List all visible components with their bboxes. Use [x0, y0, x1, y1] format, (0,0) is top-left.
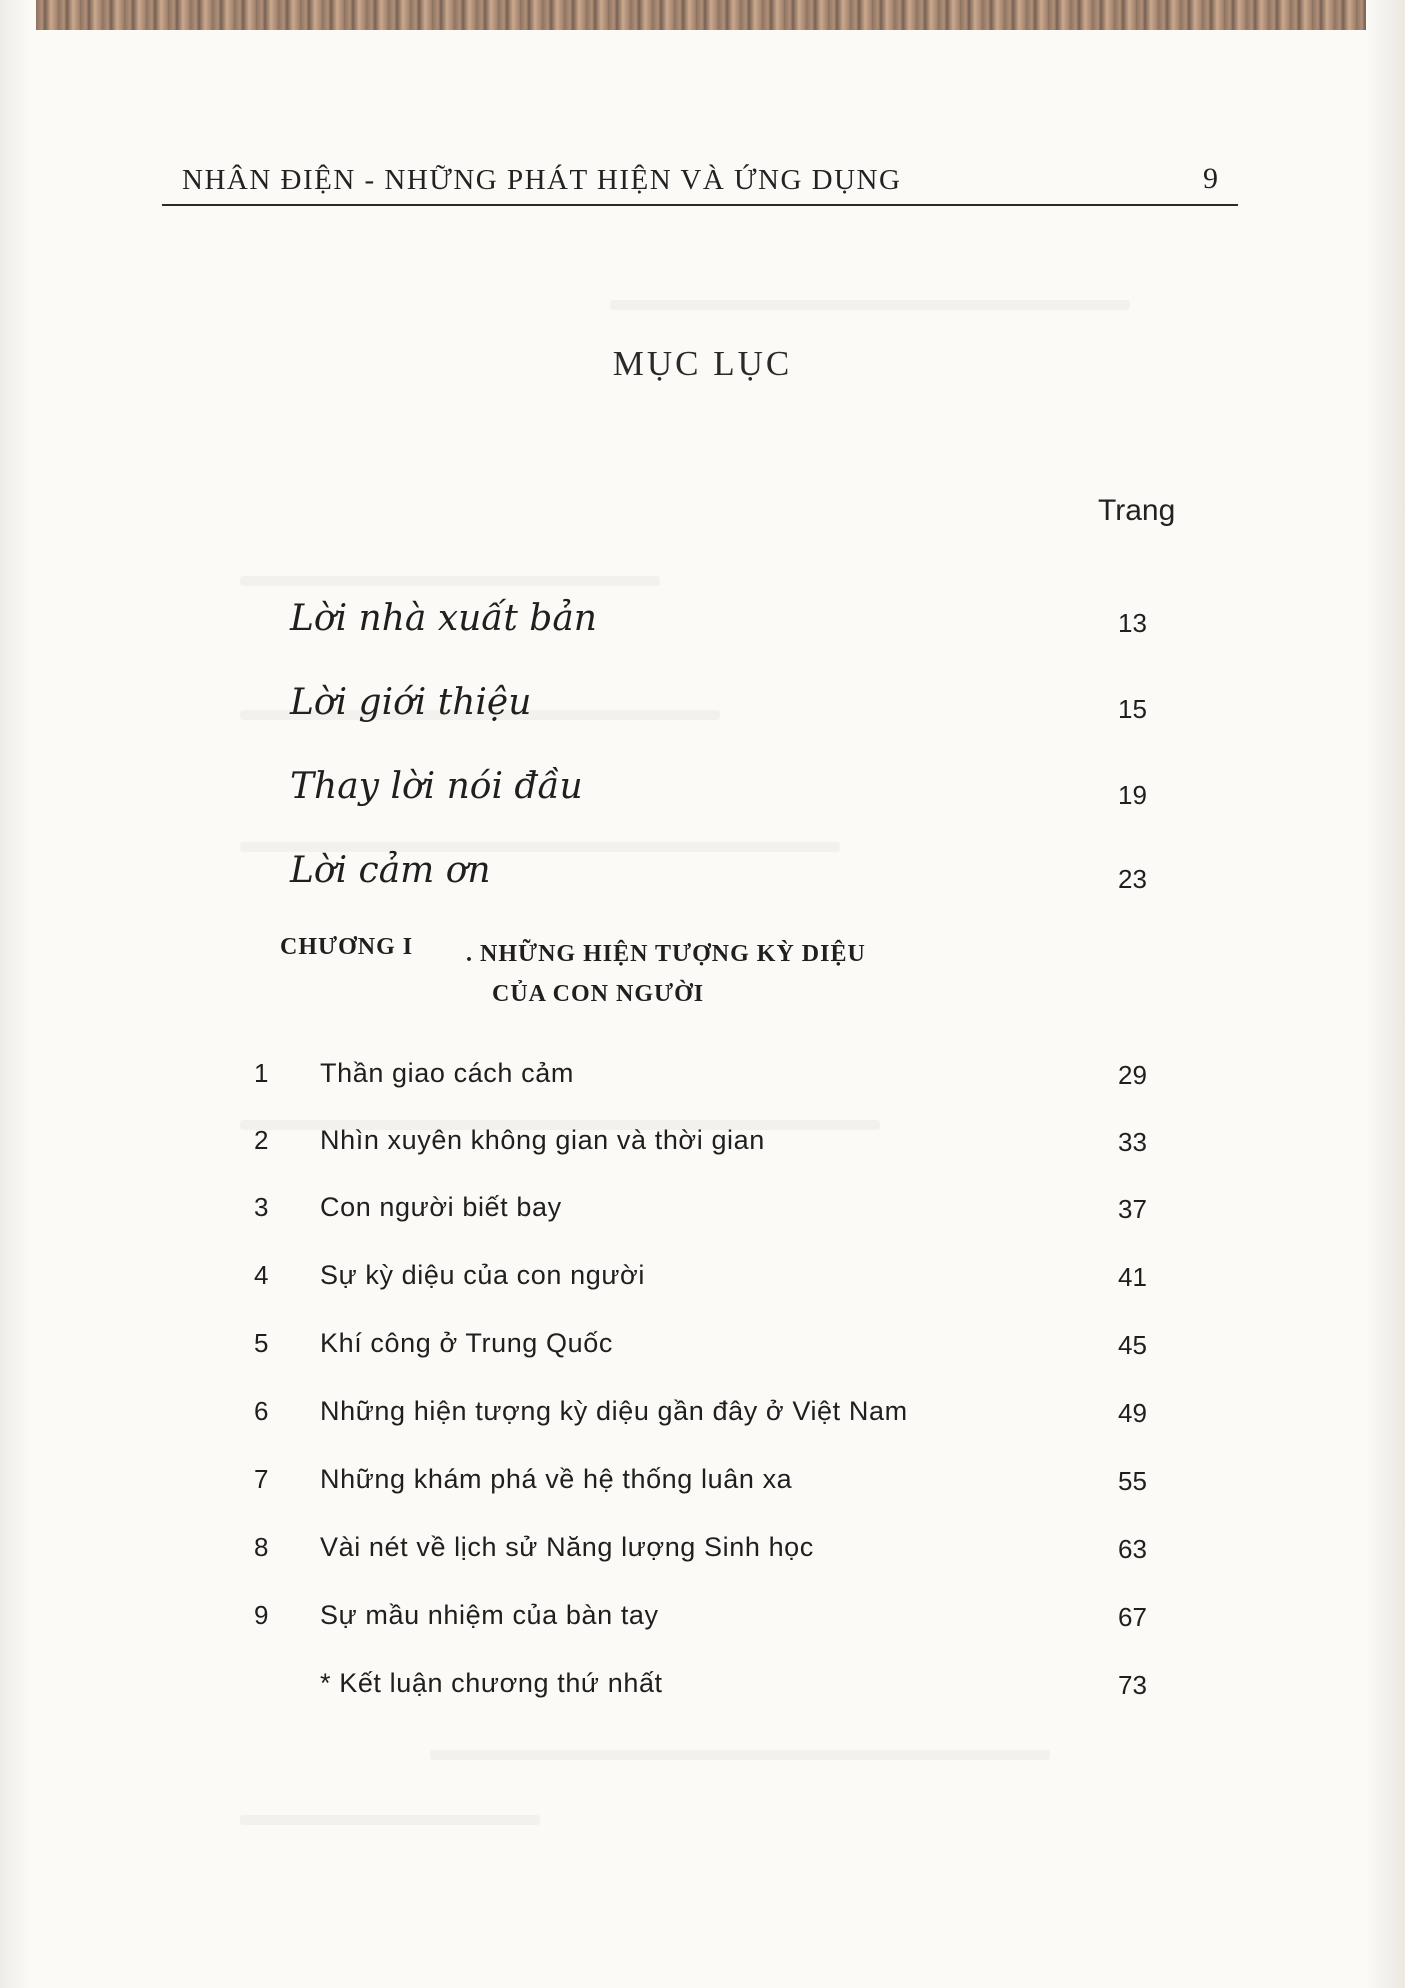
- toc-entry-title: Thần giao cách cảm: [320, 1058, 574, 1088]
- toc-page-number: 33: [1118, 1127, 1147, 1157]
- page-number: 9: [1203, 162, 1218, 195]
- toc-entry-title: Sự kỳ diệu của con người: [320, 1260, 645, 1290]
- toc-front-item[interactable]: [0, 682, 1405, 732]
- toc-entry[interactable]: [0, 1396, 1405, 1436]
- toc-page-number: 55: [1118, 1466, 1147, 1496]
- toc-front-item[interactable]: [0, 598, 1405, 648]
- toc-entry-number: 2: [254, 1125, 269, 1155]
- toc-page-number: 15: [1118, 694, 1147, 724]
- toc-entry-number: 8: [254, 1532, 269, 1562]
- toc-entry-title: Khí công ở Trung Quốc: [320, 1328, 613, 1358]
- toc-entry[interactable]: [0, 1260, 1405, 1300]
- show-through: [240, 576, 660, 586]
- toc-page-number: 23: [1118, 864, 1147, 894]
- toc-entry[interactable]: [0, 1464, 1405, 1504]
- chapter-heading[interactable]: [0, 928, 1405, 1008]
- toc-page-number: 73: [1118, 1670, 1147, 1700]
- show-through: [430, 1750, 1050, 1760]
- running-header: [162, 160, 1238, 206]
- toc-entry-number: 7: [254, 1464, 269, 1494]
- toc-front-item[interactable]: [0, 850, 1405, 900]
- toc-entry-title: Vài nét về lịch sử Năng lượng Sinh học: [320, 1532, 814, 1562]
- toc-front-title: Thay lời nói đầu: [290, 766, 583, 807]
- toc-entry-conclusion[interactable]: [0, 1668, 1405, 1708]
- scan-top-edge: [36, 0, 1366, 30]
- toc-page-number: 67: [1118, 1602, 1147, 1632]
- toc-page-number: 29: [1118, 1060, 1147, 1090]
- toc-entry[interactable]: [0, 1532, 1405, 1572]
- toc-entry[interactable]: [0, 1600, 1405, 1640]
- show-through: [610, 300, 1130, 310]
- chapter-label: CHƯƠNG I: [280, 934, 414, 960]
- toc-entry[interactable]: [0, 1125, 1405, 1165]
- toc-entry-title: Những hiện tượng kỳ diệu gần đây ở Việt Nam: [320, 1396, 908, 1426]
- toc-entry-number: 9: [254, 1600, 269, 1630]
- toc-entry-number: 4: [254, 1260, 269, 1290]
- toc-page-number: 63: [1118, 1534, 1147, 1564]
- toc-front-title: Lời cảm ơn: [290, 850, 491, 891]
- toc-front-item[interactable]: [0, 766, 1405, 816]
- toc-entry-title: Những khám phá về hệ thống luân xa: [320, 1464, 793, 1494]
- toc-entry[interactable]: [0, 1328, 1405, 1368]
- toc-entry[interactable]: [0, 1192, 1405, 1232]
- show-through: [240, 1815, 540, 1825]
- toc-entry-title: Sự mầu nhiệm của bàn tay: [320, 1600, 659, 1630]
- toc-page-number: 19: [1118, 780, 1147, 810]
- toc-entry[interactable]: [0, 1058, 1405, 1098]
- toc-page-number: 13: [1118, 608, 1147, 638]
- toc-front-title: Lời giới thiệu: [290, 682, 532, 723]
- toc-entry-title: * Kết luận chương thứ nhất: [320, 1668, 663, 1698]
- toc-entry-number: 6: [254, 1396, 269, 1426]
- page-column-label: Trang: [1098, 494, 1176, 527]
- chapter-title-line: CỦA CON NGƯỜI: [492, 981, 705, 1007]
- chapter-title: [466, 934, 866, 1014]
- toc-page-number: 49: [1118, 1398, 1147, 1428]
- toc-entry-number: 5: [254, 1328, 269, 1358]
- toc-entry-number: 1: [254, 1058, 269, 1088]
- book-title: NHÂN ĐIỆN - NHỮNG PHÁT HIỆN VÀ ỨNG DỤNG: [182, 164, 902, 196]
- toc-page-number: 45: [1118, 1330, 1147, 1360]
- toc-heading: MỤC LỤC: [612, 344, 793, 383]
- toc-entry-title: Nhìn xuyên không gian và thời gian: [320, 1125, 765, 1155]
- toc-page-number: 37: [1118, 1194, 1147, 1224]
- toc-page-number: 41: [1118, 1262, 1147, 1292]
- chapter-title-line: . NHỮNG HIỆN TƯỢNG KỲ DIỆU: [466, 941, 866, 967]
- toc-entry-title: Con người biết bay: [320, 1192, 562, 1222]
- toc-entry-number: 3: [254, 1192, 269, 1222]
- toc-front-title: Lời nhà xuất bản: [290, 598, 597, 639]
